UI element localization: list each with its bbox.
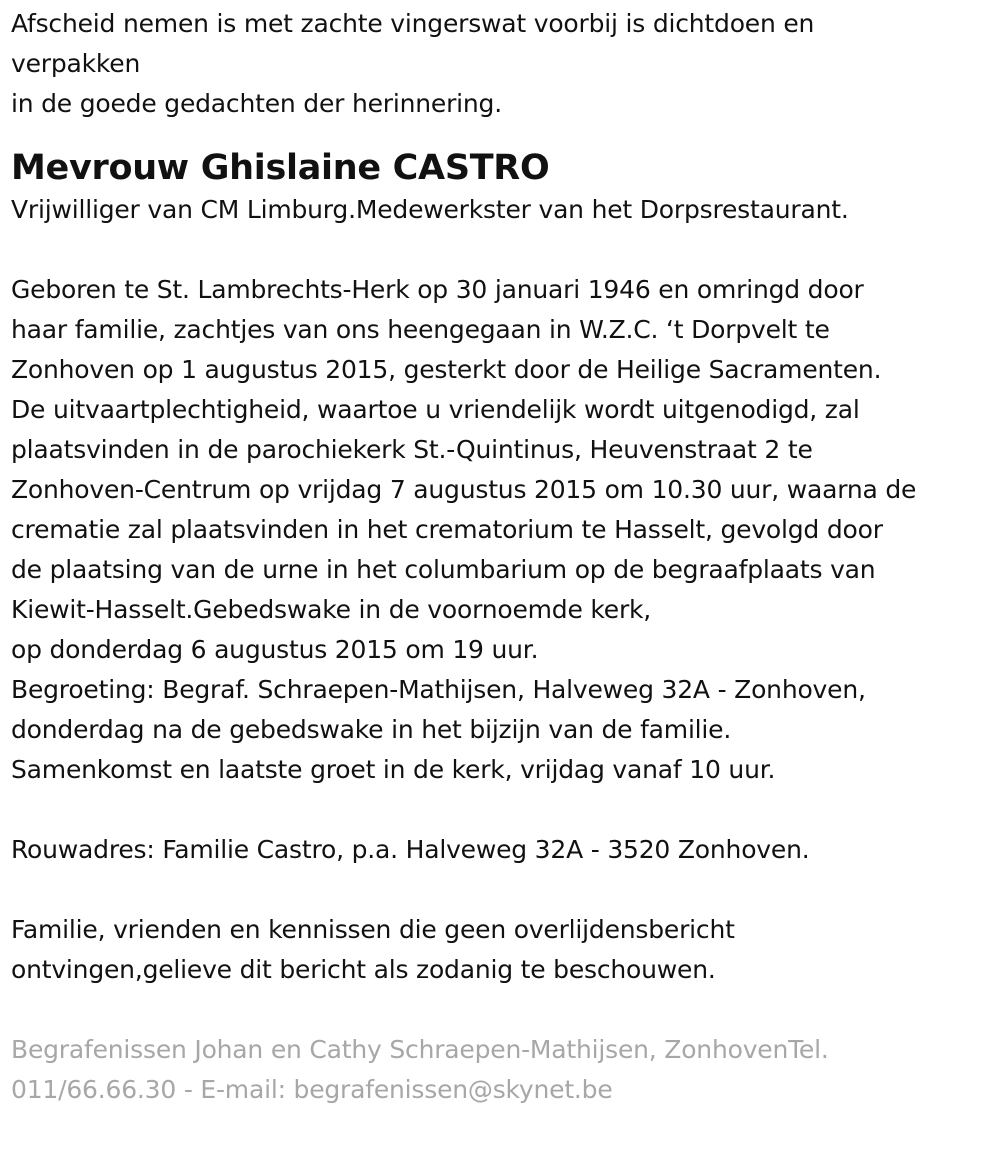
announcement-line: De uitvaartplechtigheid, waartoe u vriendelijk wordt uitgenodigd, zal (11, 395, 860, 424)
notice-line: Familie, vrienden en kennissen die geen overlijdensbericht (11, 915, 735, 944)
announcement-line: crematie zal plaatsvinden in het crematorium te Hasselt, gevolgd door (11, 515, 883, 544)
footer-line: Begrafenissen Johan en Cathy Schraepen-Mathijsen, ZonhovenTel. (11, 1035, 829, 1064)
spacer (11, 870, 989, 910)
notice-paragraph (11, 910, 989, 990)
deceased-description: Vrijwilliger van CM Limburg.Medewerkster van het Dorpsrestaurant. (11, 195, 849, 224)
announcement-line: Kiewit-Hasselt.Gebedswake in de voornoemde kerk, (11, 595, 652, 624)
announcement-line: donderdag na de gebedswake in het bijzijn van de familie. (11, 715, 732, 744)
announcement-line: op donderdag 6 augustus 2015 om 19 uur. (11, 635, 539, 664)
opening-quote (11, 4, 989, 124)
announcement-line: plaatsvinden in de parochiekerk St.-Quintinus, Heuvenstraat 2 te (11, 435, 813, 464)
quote-line: verpakken (11, 49, 141, 78)
funeral-home-footer (11, 1030, 989, 1110)
footer-contact-line: 011/66.66.30 - E-mail: begrafenissen@skynet.be (11, 1075, 613, 1104)
announcement-line: Geboren te St. Lambrechts-Herk op 30 januari 1946 en omringd door (11, 275, 864, 304)
spacer (11, 990, 989, 1030)
deceased-name: Mevrouw Ghislaine CASTRO (11, 148, 550, 188)
announcement-line: haar familie, zachtjes van ons heengegaan in W.Z.C. ‘t Dorpvelt te (11, 315, 830, 344)
announcement-line: de plaatsing van de urne in het columbarium op de begraafplaats van (11, 555, 876, 584)
spacer (11, 790, 989, 830)
notice-line: ontvingen,gelieve dit bericht als zodanig te beschouwen. (11, 955, 716, 984)
announcement-line: Samenkomst en laatste groet in de kerk, vrijdag vanaf 10 uur. (11, 755, 776, 784)
announcement-line: Begroeting: Begraf. Schraepen-Mathijsen, Halveweg 32A - Zonhoven, (11, 675, 866, 704)
announcement-line: Zonhoven op 1 augustus 2015, gesterkt door de Heilige Sacramenten. (11, 355, 882, 384)
announcement-line: Zonhoven-Centrum op vrijdag 7 augustus 2015 om 10.30 uur, waarna de (11, 475, 917, 504)
quote-line: Afscheid nemen is met zachte vingerswat voorbij is dichtdoen en (11, 9, 815, 38)
quote-line: in de goede gedachten der herinnering. (11, 89, 502, 118)
mourning-address: Rouwadres: Familie Castro, p.a. Halveweg 32A - 3520 Zonhoven. (11, 835, 810, 864)
spacer (11, 230, 989, 270)
funeral-announcement (11, 270, 989, 790)
